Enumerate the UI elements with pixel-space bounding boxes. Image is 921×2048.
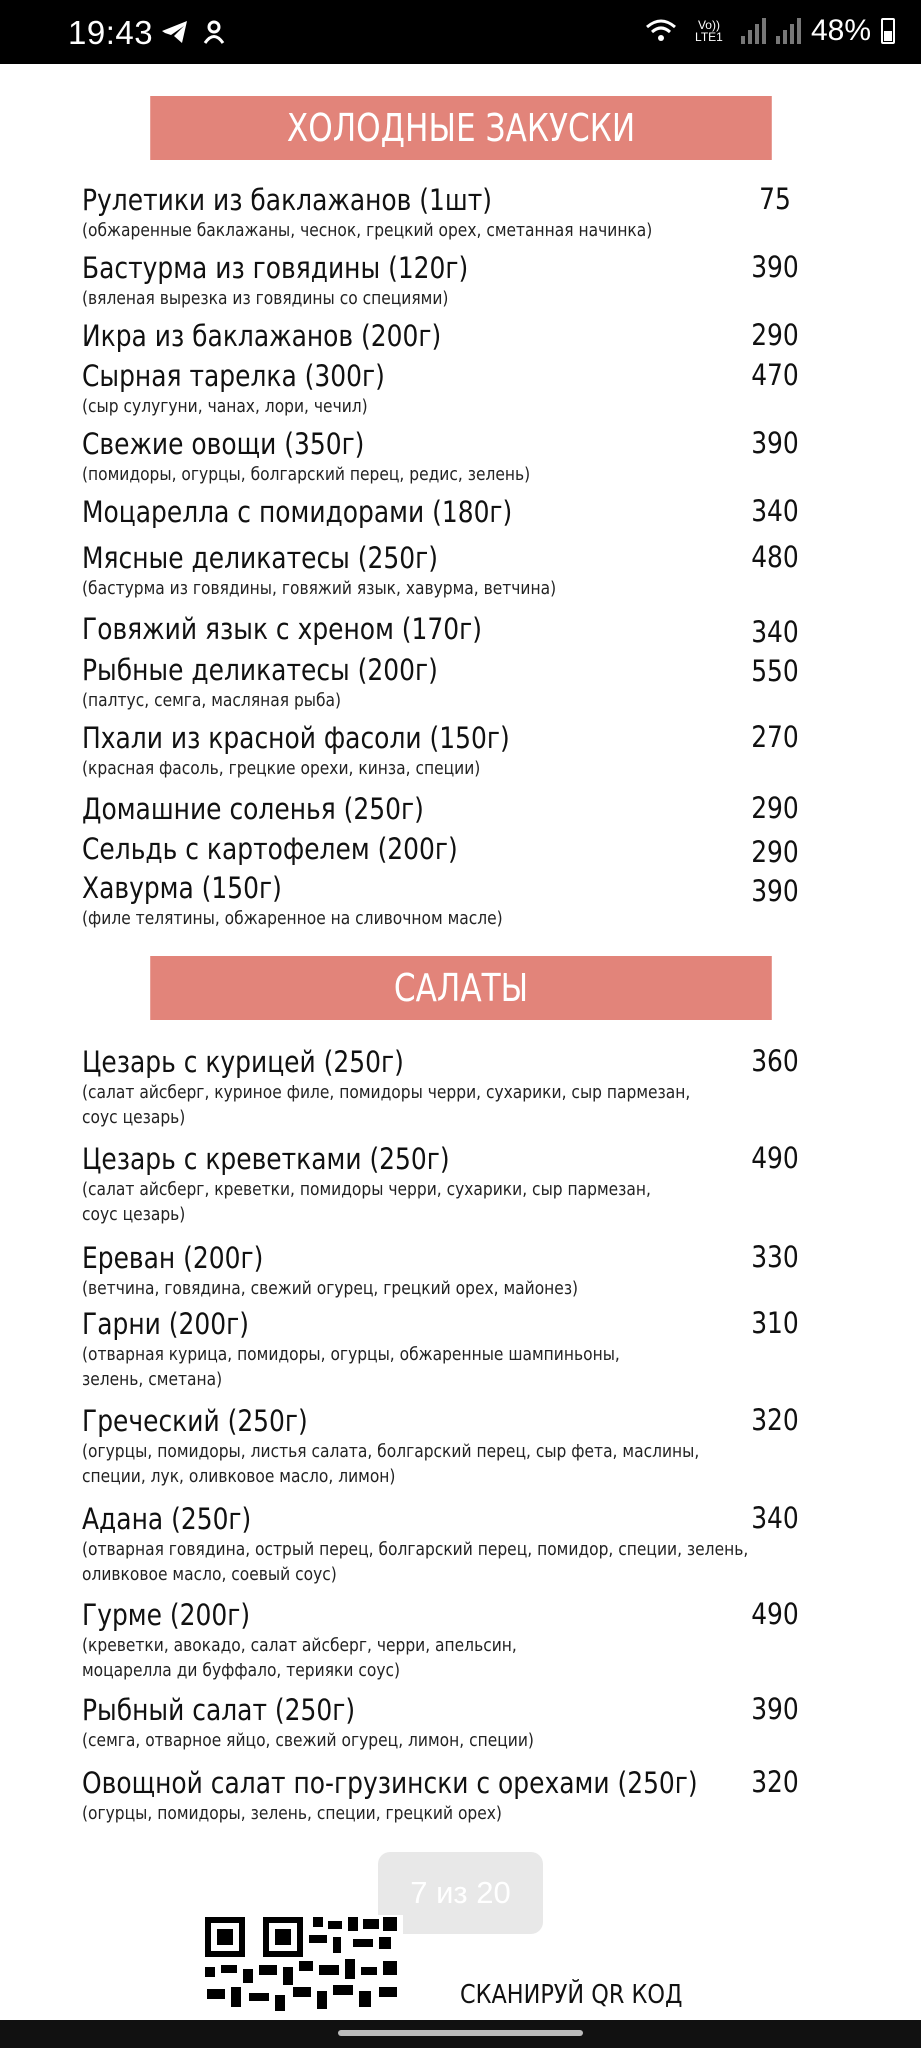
menu-item bbox=[82, 1141, 802, 1227]
status-time: 19:43 bbox=[68, 14, 154, 51]
item-description: (бастурма из говядины, говяжий язык, хавурма, ветчина) bbox=[82, 578, 557, 599]
item-name: Гурме (200г) bbox=[82, 1598, 251, 1632]
item-name: Адана (250г) bbox=[82, 1502, 252, 1536]
menu-item bbox=[82, 791, 802, 827]
item-price: 340 bbox=[751, 1501, 799, 1535]
item-price: 390 bbox=[751, 250, 799, 284]
signal-icon bbox=[741, 18, 766, 44]
menu-item bbox=[82, 318, 802, 354]
status-bar bbox=[0, 0, 921, 64]
qr-caption: СКАНИРУЙ QR КОД bbox=[460, 1980, 683, 2010]
item-name: Свежие овощи (350г) bbox=[82, 427, 365, 461]
menu-item bbox=[82, 540, 802, 601]
item-name: Рулетики из баклажанов (1шт) bbox=[82, 183, 492, 217]
item-description: (палтус, семга, масляная рыба) bbox=[82, 690, 342, 711]
item-description: (ветчина, говядина, свежий огурец, грецкий орех, майонез) bbox=[82, 1278, 579, 1299]
item-description: зелень, сметана) bbox=[82, 1369, 223, 1390]
section-header-salads: САЛАТЫ bbox=[150, 956, 772, 1020]
item-name: Моцарелла с помидорами (180г) bbox=[82, 495, 513, 529]
item-description: (салат айсберг, куриное филе, помидоры черри, сухарики, сыр пармезан, bbox=[82, 1082, 691, 1103]
item-name: Хавурма (150г) bbox=[82, 871, 282, 905]
item-name: Пхали из красной фасоли (150г) bbox=[82, 721, 510, 755]
item-name: Овощной салат по-грузински с орехами (250г) bbox=[82, 1766, 698, 1800]
item-price: 310 bbox=[751, 1306, 799, 1340]
item-price: 470 bbox=[751, 358, 799, 392]
section-header-cold-appetizers: ХОЛОДНЫЕ ЗАКУСКИ bbox=[150, 96, 772, 160]
item-description: (помидоры, огурцы, болгарский перец, редис, зелень) bbox=[82, 464, 531, 485]
item-name: Гарни (200г) bbox=[82, 1307, 249, 1341]
item-name: Икра из баклажанов (200г) bbox=[82, 319, 442, 353]
signal-icon-2 bbox=[776, 18, 801, 44]
item-description: (креветки, авокадо, салат айсберг, черри, апельсин, bbox=[82, 1635, 517, 1656]
item-description: специи, лук, оливковое масло, лимон) bbox=[82, 1466, 396, 1487]
item-description: (красная фасоль, грецкие орехи, кинза, специи) bbox=[82, 758, 481, 779]
item-description: (огурцы, помидоры, зелень, специи, грецкий орех) bbox=[82, 1803, 502, 1824]
item-price: 270 bbox=[751, 720, 799, 754]
item-description: (семга, отварное яйцо, свежий огурец, лимон, специи) bbox=[82, 1730, 534, 1751]
menu-item bbox=[82, 1044, 802, 1130]
menu-item bbox=[82, 1240, 802, 1301]
item-description: соус цезарь) bbox=[82, 1204, 186, 1225]
item-name: Домашние соленья (250г) bbox=[82, 792, 424, 826]
home-gesture-handle[interactable] bbox=[338, 2030, 583, 2036]
item-name: Сырная тарелка (300г) bbox=[82, 359, 385, 393]
item-description: соус цезарь) bbox=[82, 1107, 186, 1128]
menu-item bbox=[82, 611, 802, 647]
item-name: Сельдь с картофелем (200г) bbox=[82, 832, 458, 866]
network-type: Vo)) LTE1 bbox=[695, 18, 723, 44]
item-price: 490 bbox=[751, 1141, 799, 1175]
menu-item bbox=[82, 358, 802, 419]
item-name: Цезарь с курицей (250г) bbox=[82, 1045, 404, 1079]
item-description: моцарелла ди буффало, терияки соус) bbox=[82, 1660, 401, 1681]
item-description: (отварная говядина, острый перец, болгарский перец, помидор, специи, зелень, bbox=[82, 1539, 749, 1560]
wifi-icon bbox=[645, 18, 677, 44]
battery-icon bbox=[881, 18, 895, 44]
item-name: Бастурма из говядины (120г) bbox=[82, 251, 469, 285]
menu-item bbox=[82, 831, 802, 867]
item-price: 75 bbox=[759, 182, 791, 216]
status-indicators bbox=[645, 14, 895, 48]
app-notification-icon bbox=[200, 18, 228, 46]
menu-item bbox=[82, 652, 802, 713]
menu-item bbox=[82, 426, 802, 487]
menu-item bbox=[82, 1597, 802, 1683]
menu-item bbox=[82, 250, 802, 311]
item-description: (сыр сулугуни, чанах, лори, чечил) bbox=[82, 396, 368, 417]
item-description: (салат айсберг, креветки, помидоры черри, сухарики, сыр пармезан, bbox=[82, 1179, 651, 1200]
menu-item bbox=[82, 182, 802, 243]
item-price: 340 bbox=[751, 494, 799, 528]
item-name: Ереван (200г) bbox=[82, 1241, 264, 1275]
menu-item bbox=[82, 1765, 802, 1826]
item-price: 490 bbox=[751, 1597, 799, 1631]
item-price: 290 bbox=[751, 835, 799, 869]
item-name: Рыбные деликатесы (200г) bbox=[82, 653, 438, 687]
item-price: 360 bbox=[751, 1044, 799, 1078]
system-nav-bar bbox=[0, 2020, 921, 2048]
item-price: 290 bbox=[751, 318, 799, 352]
item-price: 390 bbox=[751, 874, 799, 908]
item-name: Цезарь с креветками (250г) bbox=[82, 1142, 450, 1176]
menu-item bbox=[82, 494, 802, 530]
item-price: 480 bbox=[751, 540, 799, 574]
menu-item bbox=[82, 720, 802, 781]
menu-item bbox=[82, 1306, 802, 1392]
item-price: 330 bbox=[751, 1240, 799, 1274]
item-description: (обжаренные баклажаны, чеснок, грецкий орех, сметанная начинка) bbox=[82, 220, 653, 241]
item-price: 390 bbox=[751, 1692, 799, 1726]
item-name: Греческий (250г) bbox=[82, 1404, 308, 1438]
item-description: (филе телятины, обжаренное на сливочном масле) bbox=[82, 908, 503, 929]
telegram-icon bbox=[160, 18, 190, 46]
menu-item bbox=[82, 870, 802, 931]
item-name: Мясные деликатесы (250г) bbox=[82, 541, 438, 575]
item-price: 340 bbox=[751, 615, 799, 649]
qr-code-icon[interactable] bbox=[203, 1915, 403, 2015]
item-description: оливковое масло, соевый соус) bbox=[82, 1564, 337, 1585]
item-description: (отварная курица, помидоры, огурцы, обжаренные шампиньоны, bbox=[82, 1344, 620, 1365]
item-description: (огурцы, помидоры, листья салата, болгарский перец, сыр фета, маслины, bbox=[82, 1441, 700, 1462]
battery-percent: 48% bbox=[810, 14, 871, 47]
menu-item bbox=[82, 1692, 802, 1753]
notification-icons bbox=[160, 18, 228, 46]
item-name: Рыбный салат (250г) bbox=[82, 1693, 356, 1727]
item-price: 390 bbox=[751, 426, 799, 460]
menu-item bbox=[82, 1501, 802, 1587]
item-price: 290 bbox=[751, 791, 799, 825]
item-price: 320 bbox=[751, 1765, 799, 1799]
item-description: (вяленая вырезка из говядины со специями) bbox=[82, 288, 449, 309]
menu-item bbox=[82, 1403, 802, 1489]
page-indicator: 7 из 20 bbox=[378, 1852, 543, 1934]
item-price: 550 bbox=[751, 654, 799, 688]
item-price: 320 bbox=[751, 1403, 799, 1437]
item-name: Говяжий язык с хреном (170г) bbox=[82, 612, 482, 646]
